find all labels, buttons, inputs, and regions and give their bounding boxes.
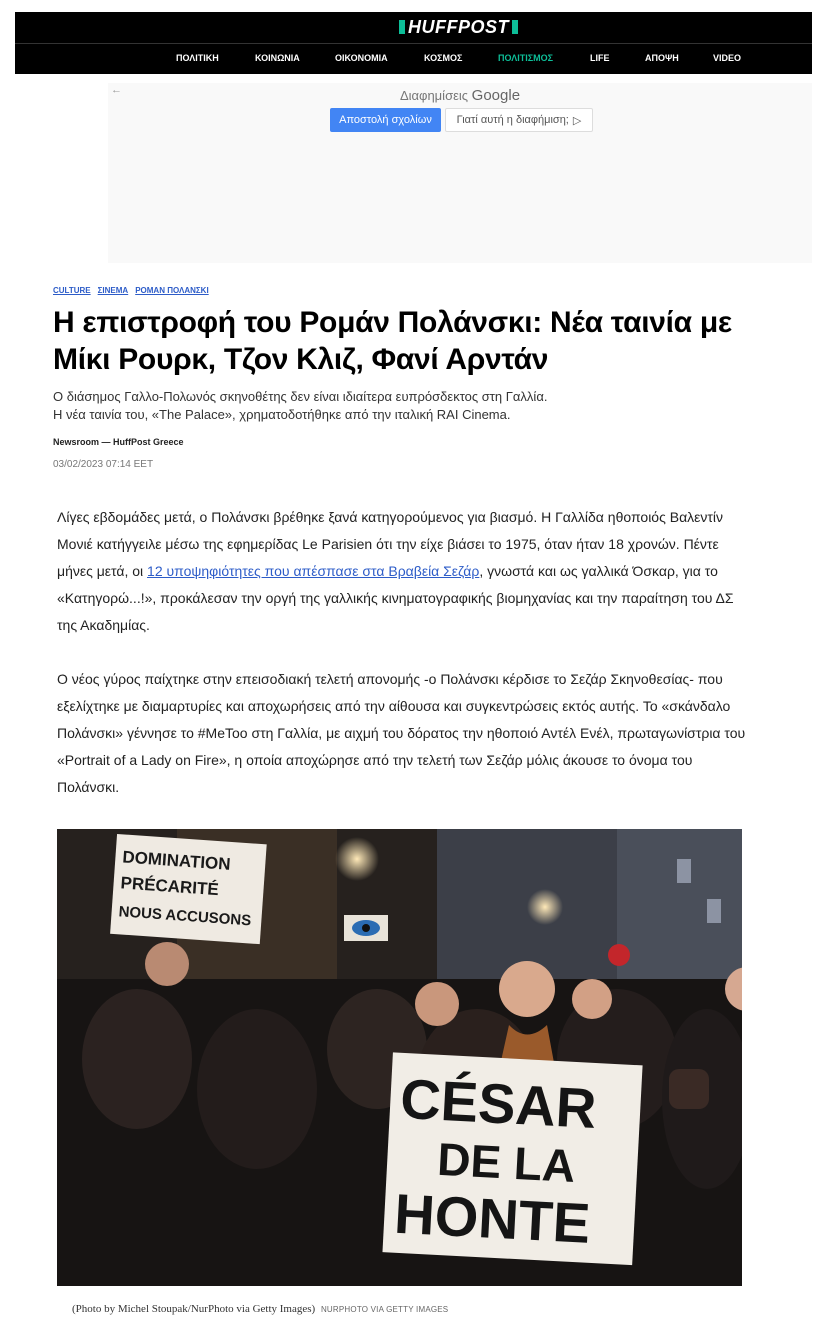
article-tags: [53, 286, 209, 295]
tag-sinema[interactable]: ΣΙΝΕΜΑ: [97, 286, 129, 295]
sign-cesar-line-2: DE LA: [436, 1132, 577, 1193]
sign-cesar-line-1: CÉSAR: [398, 1066, 598, 1141]
sign-domination-line-2: PRÉCARITÉ: [120, 873, 220, 900]
nav-item-politiki[interactable]: ΠΟΛΙΤΙΚΗ: [176, 53, 219, 63]
protester-face: [145, 942, 189, 986]
subtitle-line-1: Ο διάσημος Γαλλο-Πολωνός σκηνοθέτης δεν είναι ιδιαίτερα ευπρόσδεκτος στη Γαλλία.: [53, 389, 548, 404]
nav-item-koinonia[interactable]: ΚΟΙΝΩΝΙΑ: [255, 53, 300, 63]
send-feedback-button[interactable]: Αποστολή σχολίων: [330, 108, 441, 132]
ad-label: [108, 87, 812, 104]
subtitle-line-2: Η νέα ταινία του, «The Palace», χρηματοδοτήθηκε από την ιταλική RAI Cinema.: [53, 407, 511, 422]
cesar-sign: [382, 1052, 642, 1265]
why-this-ad-button[interactable]: [445, 108, 593, 132]
site-header: [15, 12, 812, 74]
sign-cesar-line-3: HONTE: [392, 1181, 592, 1255]
nav-item-video[interactable]: VIDEO: [713, 53, 742, 63]
street-light: [335, 837, 379, 881]
article-date: 03/02/2023 07:14 EET: [53, 459, 154, 470]
cesar-nominations-link[interactable]: 12 υποψηφιότητες που απέσπασε στα Βραβεία Σεζάρ: [147, 563, 480, 579]
article-photo: [57, 829, 742, 1286]
article-byline: Newsroom — HuffPost Greece: [53, 437, 184, 447]
protester-face: [572, 979, 612, 1019]
p1-text-before: Λίγες εβδομάδες μετά, ο Πολάνσκι βρέθηκε ξανά κατηγορούμενος για βιασμό. Η Γαλλίδα ηθοποιός Βαλεντίν Μονιέ κατήγγειλε μέσω της εφημερίδας Le Parisien ότι την είχε βιάσει το 1975, όταν ήταν 18 χρονών. Πέντε μήνες μετά, οι: [57, 509, 724, 579]
nav-item-oikonomia[interactable]: ΟΙΚΟΝΟΜΙΑ: [335, 53, 388, 63]
logo-bar-left: [399, 20, 405, 34]
paragraph-1: [57, 504, 747, 639]
ad-label-text: Διαφημίσεις: [399, 88, 469, 103]
tag-roman-polanski[interactable]: ΡΟΜΑΝ ΠΟΛΑΝΣΚΙ: [135, 286, 209, 295]
why-this-ad-label: Γιατί αυτή η διαφήμιση;: [456, 114, 569, 126]
article-subtitle: [53, 388, 773, 424]
play-outline-icon: ▷: [572, 114, 582, 127]
tag-culture[interactable]: CULTURE: [53, 286, 91, 295]
paragraph-2: Ο νέος γύρος παίχτηκε στην επεισοδιακή τελετή απονομής -ο Πολάνσκι κέρδισε το Σεζάρ Σκηνοθεσίας- που εξελίχτηκε με διαμαρτυρίες και αποχωρήσεις από την αίθουσα και συγκεντρώσεις εκτός αυτής. Το «σκάνδαλο Πολάνσκι» γέννησε το #MeToo στη Γαλλία, με αιχμή του δόρατος την ηθοποιό Αντέλ Ενέλ, πρωταγωνίστρια του «Portrait of a Lady on Fire», η οποία αποχώρησε από την τελετή των Σεζάρ μόλις άκουσε το όνομα του Πολάνσκι.: [57, 671, 746, 795]
google-brand: Google: [471, 87, 521, 104]
protest-photo-illustration: [57, 829, 742, 1286]
nav-item-kosmos[interactable]: ΚΟΣΜΟΣ: [424, 53, 463, 63]
protester-face: [499, 961, 555, 1017]
photo-caption-text: (Photo by Michel Stoupak/NurPhoto via Getty Images): [72, 1303, 316, 1315]
photo-caption: [72, 1303, 448, 1315]
street-light: [527, 889, 563, 925]
logo-bar-right: [512, 20, 518, 34]
nav-item-apopsi[interactable]: ΑΠΟΨΗ: [645, 53, 679, 63]
domination-sign: [110, 834, 267, 944]
ad-container: [108, 83, 812, 263]
p1-text-after: , γνωστά και ως γαλλικά Όσκαρ, για το «Κατηγορώ...!», προκάλεσαν την οργή της γαλλικής κινηματογραφικής βιομηχανίας και την παραίτηση του ΔΣ της Ακαδημίας.: [57, 563, 734, 633]
article-title: Η επιστροφή του Ρομάν Πολάνσκι: Νέα ταινία με Μίκι Ρουρκ, Τζον Κλιζ, Φανί Αρντάν: [53, 306, 732, 376]
logo-text: HUFFPOST: [408, 16, 509, 37]
sign-domination-line-1: DOMINATION: [121, 847, 232, 874]
huffpost-logo[interactable]: [399, 16, 518, 38]
back-arrow-icon[interactable]: ←: [111, 84, 122, 96]
header-divider: [15, 43, 812, 44]
nav-item-politismos[interactable]: ΠΟΛΙΤΙΣΜΟΣ: [498, 53, 554, 63]
protester-face: [415, 982, 459, 1026]
photo-credit: NURPHOTO VIA GETTY IMAGES: [320, 1305, 449, 1314]
main-nav: [15, 53, 812, 67]
nav-item-life[interactable]: LIFE: [590, 53, 610, 63]
traffic-sign: [608, 944, 630, 966]
sign-domination-line-3: NOUS ACCUSONS: [118, 903, 252, 930]
